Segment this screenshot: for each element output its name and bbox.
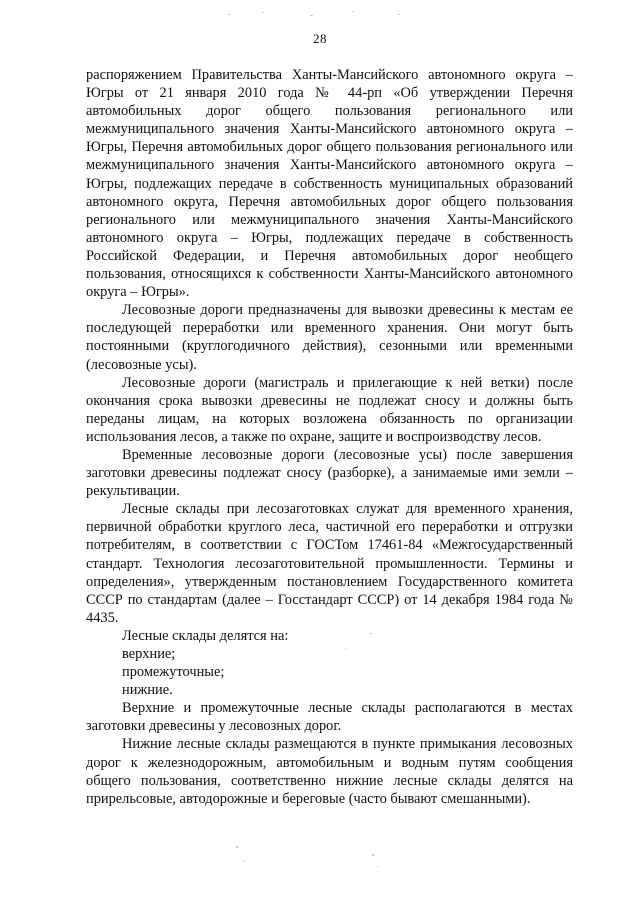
scan-speck: [398, 14, 400, 15]
page-number: 28: [313, 31, 327, 46]
scan-speck: [228, 14, 230, 15]
body-text: [86, 66, 573, 808]
scan-speck: [352, 11, 354, 12]
scan-speck: [244, 860, 245, 862]
paragraph-warehouse-types-intro: Лесные склады делятся на:: [122, 627, 289, 644]
paragraph-order-reference: распоряжением Правительства Ханты-Мансийского автономного округа – Югры от 21 января 2010 года № 44-рп «Об утверждении Перечня автомобильных дорог общего пользования регионального или межмуниципального значения Ханты-Мансийского автономного округа – Югры, Перечня автомобильных дорог общего пользования регионального или межмуниципального значения Ханты-Мансийского автономного округа – Югры, подлежащих передаче в собственность муниципальных образований автономного округа, Перечня автомобильных дорог общего пользования регионального или межмуниципального значения Ханты-Мансийского автономного округа – Югры, подлежащих передаче в собственность Российской Федерации, и Перечня автомобильных дорог необщего пользования, относящихся к собственности Ханты-Мансийского автономного округа – Югры».: [86, 67, 573, 301]
paragraph-timber-warehouses: Лесные склады при лесозаготовках служат для временного хранения, первичной обработки круглого леса, частичной его переработки и отгрузки потребителям, в соответствии с ГОСТом 17461-84 «Межгосударственный стандарт. Технология лесозаготовительной промышленности. Термины и определения», утвержденным постановлением Государственного комитета СССР по стандартам (далее – Госстандарт СССР) от 14 декабря 1984 года № 4435.: [86, 501, 573, 626]
paragraph-temporary-roads: Временные лесовозные дороги (лесовозные усы) после завершения заготовки древесины подлежат сносу (разборке), а занимаемые ими земли – рекультивации.: [86, 446, 573, 500]
list-item-lower: нижние.: [122, 682, 173, 699]
list-item-intermediate: промежуточные;: [122, 664, 225, 681]
paragraph-logging-roads-transfer: Лесовозные дороги (магистраль и прилегающие к ней ветки) после окончания срока вывозки древесины не подлежат сносу и должны быть переданы лицам, на которых возложена обязанность по организации использования лесов, а также по охране, защите и воспроизводству лесов.: [86, 374, 573, 445]
scan-speck: [310, 15, 313, 16]
scan-speck: [377, 866, 378, 867]
scan-speck: [236, 846, 238, 848]
paragraph-lower-warehouses: Нижние лесные склады размещаются в пункте примыкания лесовозных дорог к железнодорожным, автомобильным и водным путям сообщения общего пользования, соответственно нижние лесные склады делятся на прирельсовые, автодорожные и береговые (часто бывают смешанными).: [86, 736, 573, 807]
scan-speck: [370, 633, 372, 634]
scan-speck: [262, 12, 264, 13]
paragraph-logging-roads-purpose: Лесовозные дороги предназначены для вывозки древесины к местам ее последующей переработки или временного хранения. Они могут быть постоянными (круглогодичного действия), сезонными или временными (лесовозные усы).: [86, 302, 573, 373]
scan-speck: [372, 854, 374, 856]
scan-speck: [345, 648, 346, 649]
paragraph-upper-warehouses: Верхние и промежуточные лесные склады располагаются в местах заготовки древесины у лесовозных дорог.: [86, 700, 573, 735]
list-item-upper: верхние;: [122, 646, 176, 662]
